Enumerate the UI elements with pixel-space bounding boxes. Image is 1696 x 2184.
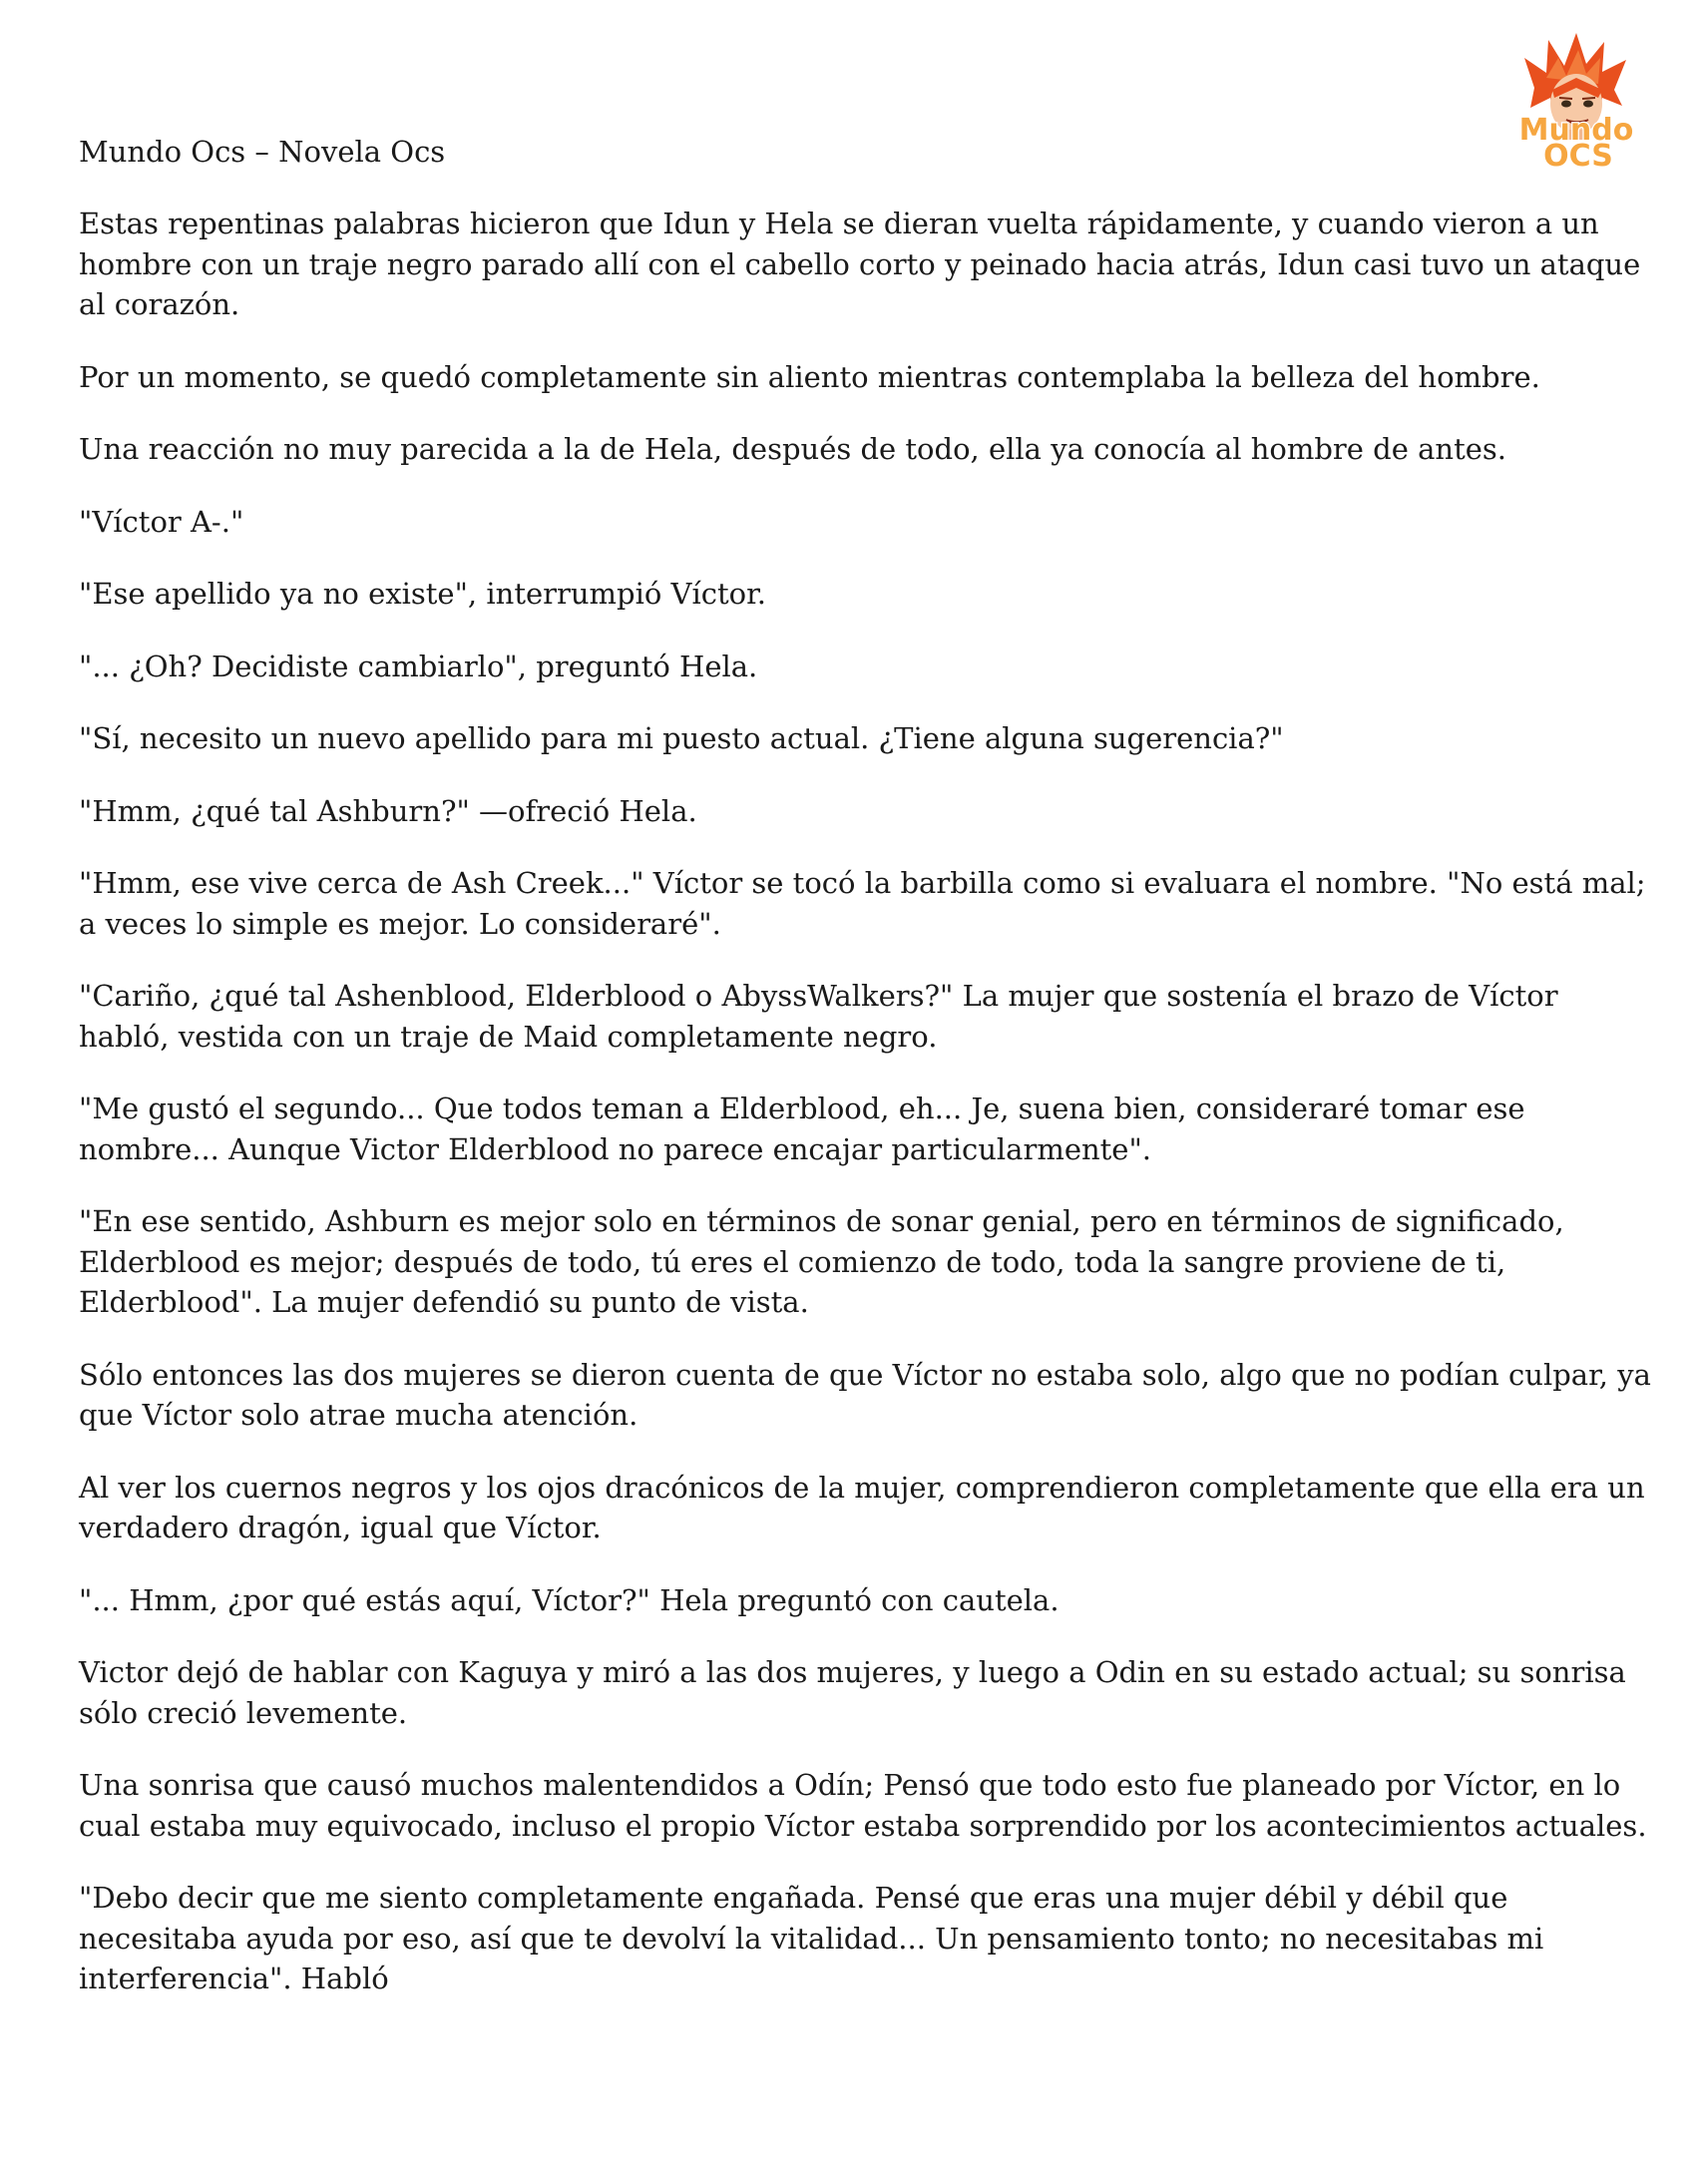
document-body <box>79 204 1655 2031</box>
paragraph: Por un momento, se quedó completamente sin aliento mientras contemplaba la belleza del hombre. <box>79 359 1540 394</box>
paragraph: "Sí, necesito un nuevo apellido para mi puesto actual. ¿Tiene alguna sugerencia?" <box>79 721 1284 755</box>
paragraph: "Hmm, ese vive cerca de Ash Creek..." Víctor se tocó la barbilla como si evaluara el nombre. "No está mal; a veces lo simple es mejor. Lo consideraré". <box>79 866 1646 941</box>
paragraph: "En ese sentido, Ashburn es mejor solo en términos de sonar genial, pero en términos de significado, Elderblood es mejor; después de todo, tú eres el comienzo de todo, toda la sangre proviene de ti, Elderblood". La mujer defendió su punto de vista. <box>79 1204 1564 1319</box>
paragraph: Victor dejó de hablar con Kaguya y miró a las dos mujeres, y luego a Odin en su estado actual; su sonrisa sólo creció levemente. <box>79 1655 1626 1730</box>
paragraph: "Me gustó el segundo... Que todos teman a Elderblood, eh... Je, suena bien, consideraré tomar ese nombre... Aunque Victor Elderblood no parece encajar particularmente". <box>79 1092 1525 1166</box>
paragraph: Sólo entonces las dos mujeres se dieron cuenta de que Víctor no estaba solo, algo que no podían culpar, ya que Víctor solo atrae mucha atención. <box>79 1357 1651 1432</box>
paragraph: Una reacción no muy parecida a la de Hela, después de todo, ella ya conocía al hombre de antes. <box>79 432 1506 466</box>
paragraph: "... Hmm, ¿por qué estás aquí, Víctor?" Hela preguntó con cautela. <box>79 1582 1060 1617</box>
logo-word-mundo: Mundo <box>1518 113 1634 148</box>
paragraph: "Debo decir que me siento completamente engañada. Pensé que eras una mujer débil y débil que necesitaba ayuda por eso, así que te devolví la vitalidad... Un pensamiento tonto; no necesitabas mi interferencia". Habló <box>79 1881 1544 1995</box>
paragraph: "Cariño, ¿qué tal Ashenblood, Elderblood o AbyssWalkers?" La mujer que sostenía el brazo de Víctor habló, vestida con un traje de Maid completamente negro. <box>79 979 1558 1054</box>
document-header: Mundo Ocs – Novela Ocs <box>79 135 446 169</box>
paragraph: "Ese apellido ya no existe", interrumpió Víctor. <box>79 577 767 611</box>
paragraph: Una sonrisa que causó muchos malentendidos a Odín; Pensó que todo esto fue planeado por Víctor, en lo cual estaba muy equivocado, incluso el propio Víctor estaba sorprendido por los acontecimientos actuales. <box>79 1768 1647 1843</box>
logo-word-ocs: OCS <box>1543 139 1613 173</box>
paragraph: "Víctor A-." <box>79 504 244 539</box>
paragraph: "Hmm, ¿qué tal Ashburn?" —ofreció Hela. <box>79 793 697 828</box>
paragraph: "... ¿Oh? Decidiste cambiarlo", preguntó Hela. <box>79 649 758 683</box>
mundo-ocs-logo <box>1506 28 1646 173</box>
paragraph: Estas repentinas palabras hicieron que Idun y Hela se dieran vuelta rápidamente, y cuando vieron a un hombre con un traje negro parado allí con el cabello corto y peinado hacia atrás, Idun casi tuvo un ataque al corazón. <box>79 207 1641 321</box>
paragraph: Al ver los cuernos negros y los ojos dracónicos de la mujer, comprendieron completamente que ella era un verdadero dragón, igual que Víctor. <box>79 1470 1645 1544</box>
